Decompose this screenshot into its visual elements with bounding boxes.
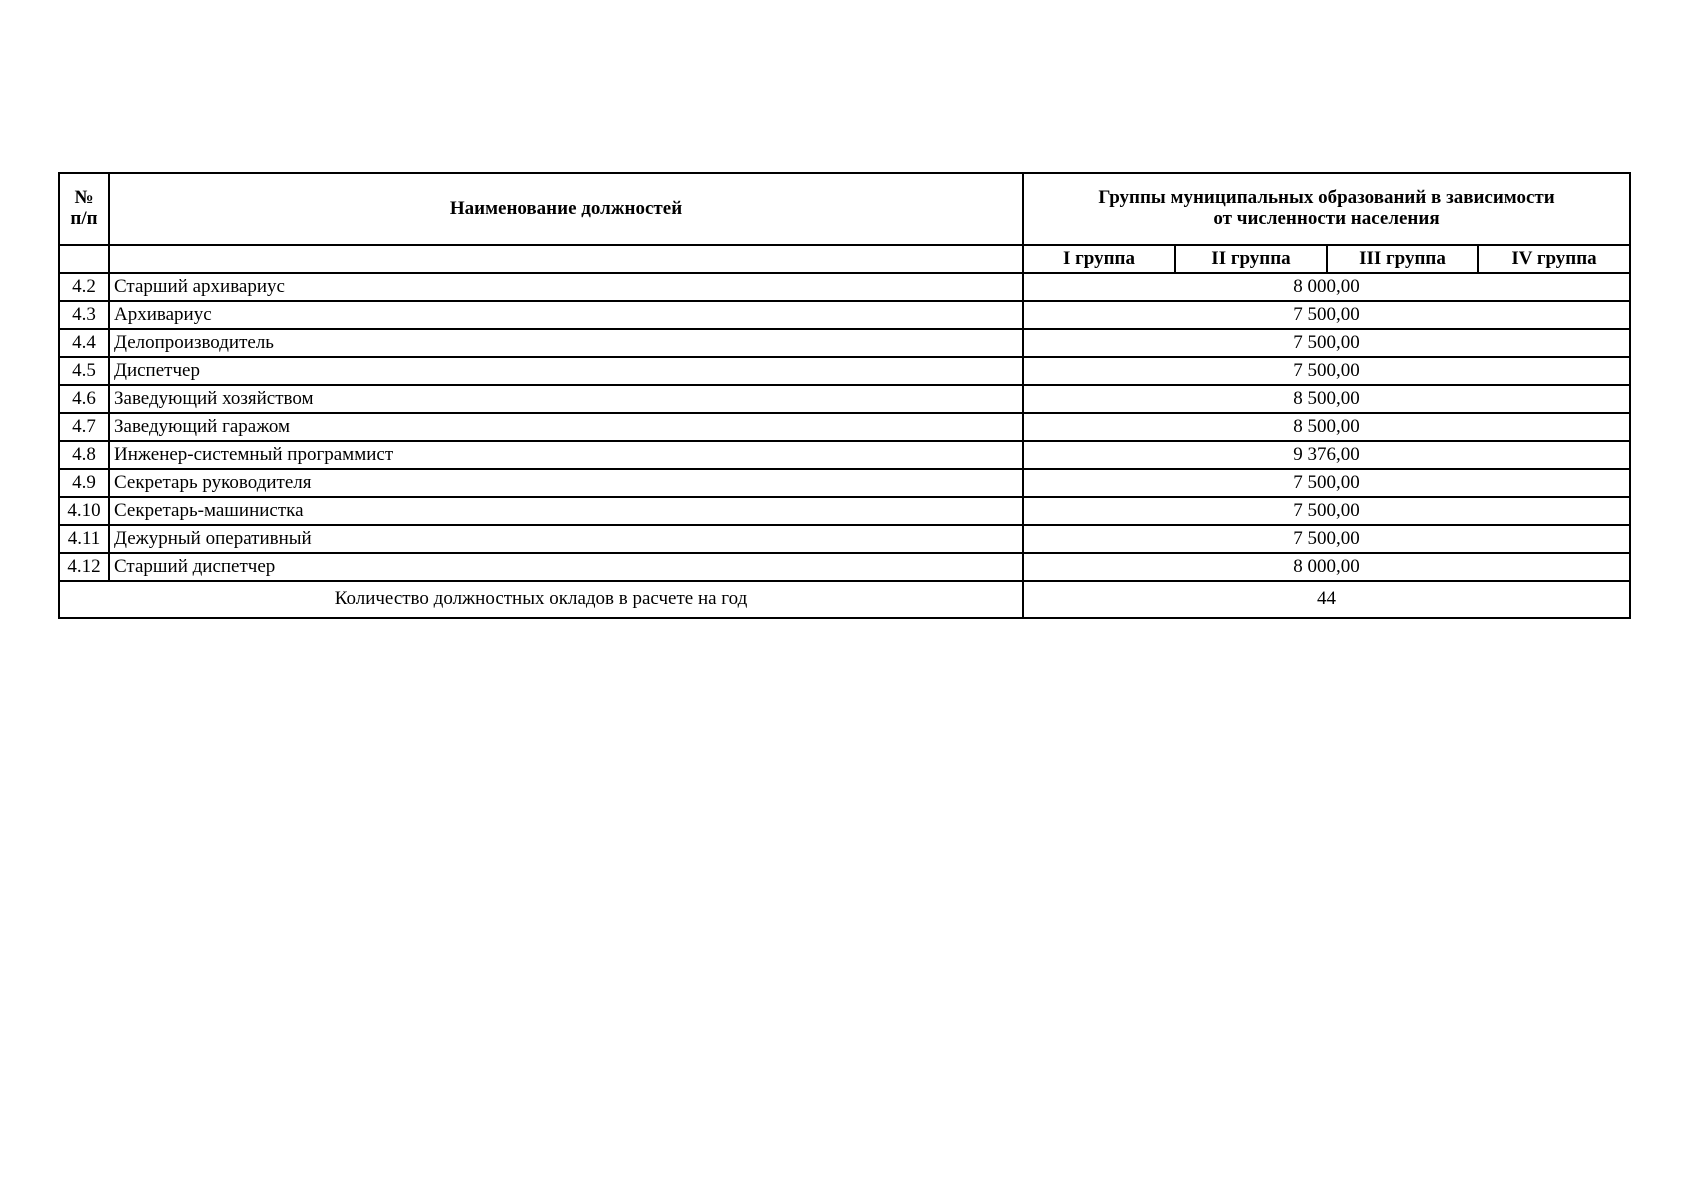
row-num: 4.7 [59,413,109,441]
table-row [59,301,1630,329]
row-salary-value: 9 376,00 [1023,441,1630,469]
row-num: 4.2 [59,273,109,301]
group-col-3: III группа [1327,245,1478,273]
header-num [59,173,109,245]
table-subheader-row [59,245,1630,273]
row-salary-value: 7 500,00 [1023,357,1630,385]
row-num: 4.11 [59,525,109,553]
header-num-line1: № [74,187,94,209]
table-row [59,385,1630,413]
subheader-name-empty [109,245,1023,273]
total-label: Количество должностных окладов в расчете на год [59,581,1023,618]
row-salary-value: 8 000,00 [1023,273,1630,301]
row-salary-value: 8 500,00 [1023,413,1630,441]
row-position-name: Старший диспетчер [109,553,1023,581]
table-row [59,413,1630,441]
row-num: 4.12 [59,553,109,581]
row-num: 4.3 [59,301,109,329]
row-position-name: Делопроизводитель [109,329,1023,357]
row-num: 4.5 [59,357,109,385]
row-num: 4.6 [59,385,109,413]
row-salary-value: 8 000,00 [1023,553,1630,581]
subheader-num-empty [59,245,109,273]
row-num: 4.4 [59,329,109,357]
row-position-name: Заведующий гаражом [109,413,1023,441]
table-header-row [59,173,1630,245]
row-salary-value: 7 500,00 [1023,329,1630,357]
group-col-2: II группа [1175,245,1327,273]
header-groups [1023,173,1630,245]
table-row [59,525,1630,553]
row-position-name: Секретарь руководителя [109,469,1023,497]
row-position-name: Дежурный оперативный [109,525,1023,553]
row-salary-value: 7 500,00 [1023,469,1630,497]
group-col-4: IV группа [1478,245,1630,273]
row-position-name: Инженер-системный программист [109,441,1023,469]
row-position-name: Секретарь-машинистка [109,497,1023,525]
row-num: 4.8 [59,441,109,469]
table-row [59,441,1630,469]
table-row [59,553,1630,581]
row-position-name: Старший архивариус [109,273,1023,301]
group-col-1: I группа [1023,245,1175,273]
row-position-name: Диспетчер [109,357,1023,385]
row-position-name: Заведующий хозяйством [109,385,1023,413]
header-name: Наименование должностей [109,173,1023,245]
table-row [59,497,1630,525]
row-salary-value: 8 500,00 [1023,385,1630,413]
header-num-line2: п/п [70,208,98,229]
row-salary-value: 7 500,00 [1023,497,1630,525]
header-groups-line2: от численности населения [1213,208,1440,229]
table-row [59,357,1630,385]
row-salary-value: 7 500,00 [1023,301,1630,329]
salary-table [58,172,1631,619]
row-num: 4.10 [59,497,109,525]
table-total-row [59,581,1630,618]
table-row [59,273,1630,301]
table-row [59,329,1630,357]
total-value: 44 [1023,581,1630,618]
row-salary-value: 7 500,00 [1023,525,1630,553]
row-position-name: Архивариус [109,301,1023,329]
row-num: 4.9 [59,469,109,497]
header-groups-line1: Группы муниципальных образований в зависимости [1098,187,1555,209]
table-row [59,469,1630,497]
